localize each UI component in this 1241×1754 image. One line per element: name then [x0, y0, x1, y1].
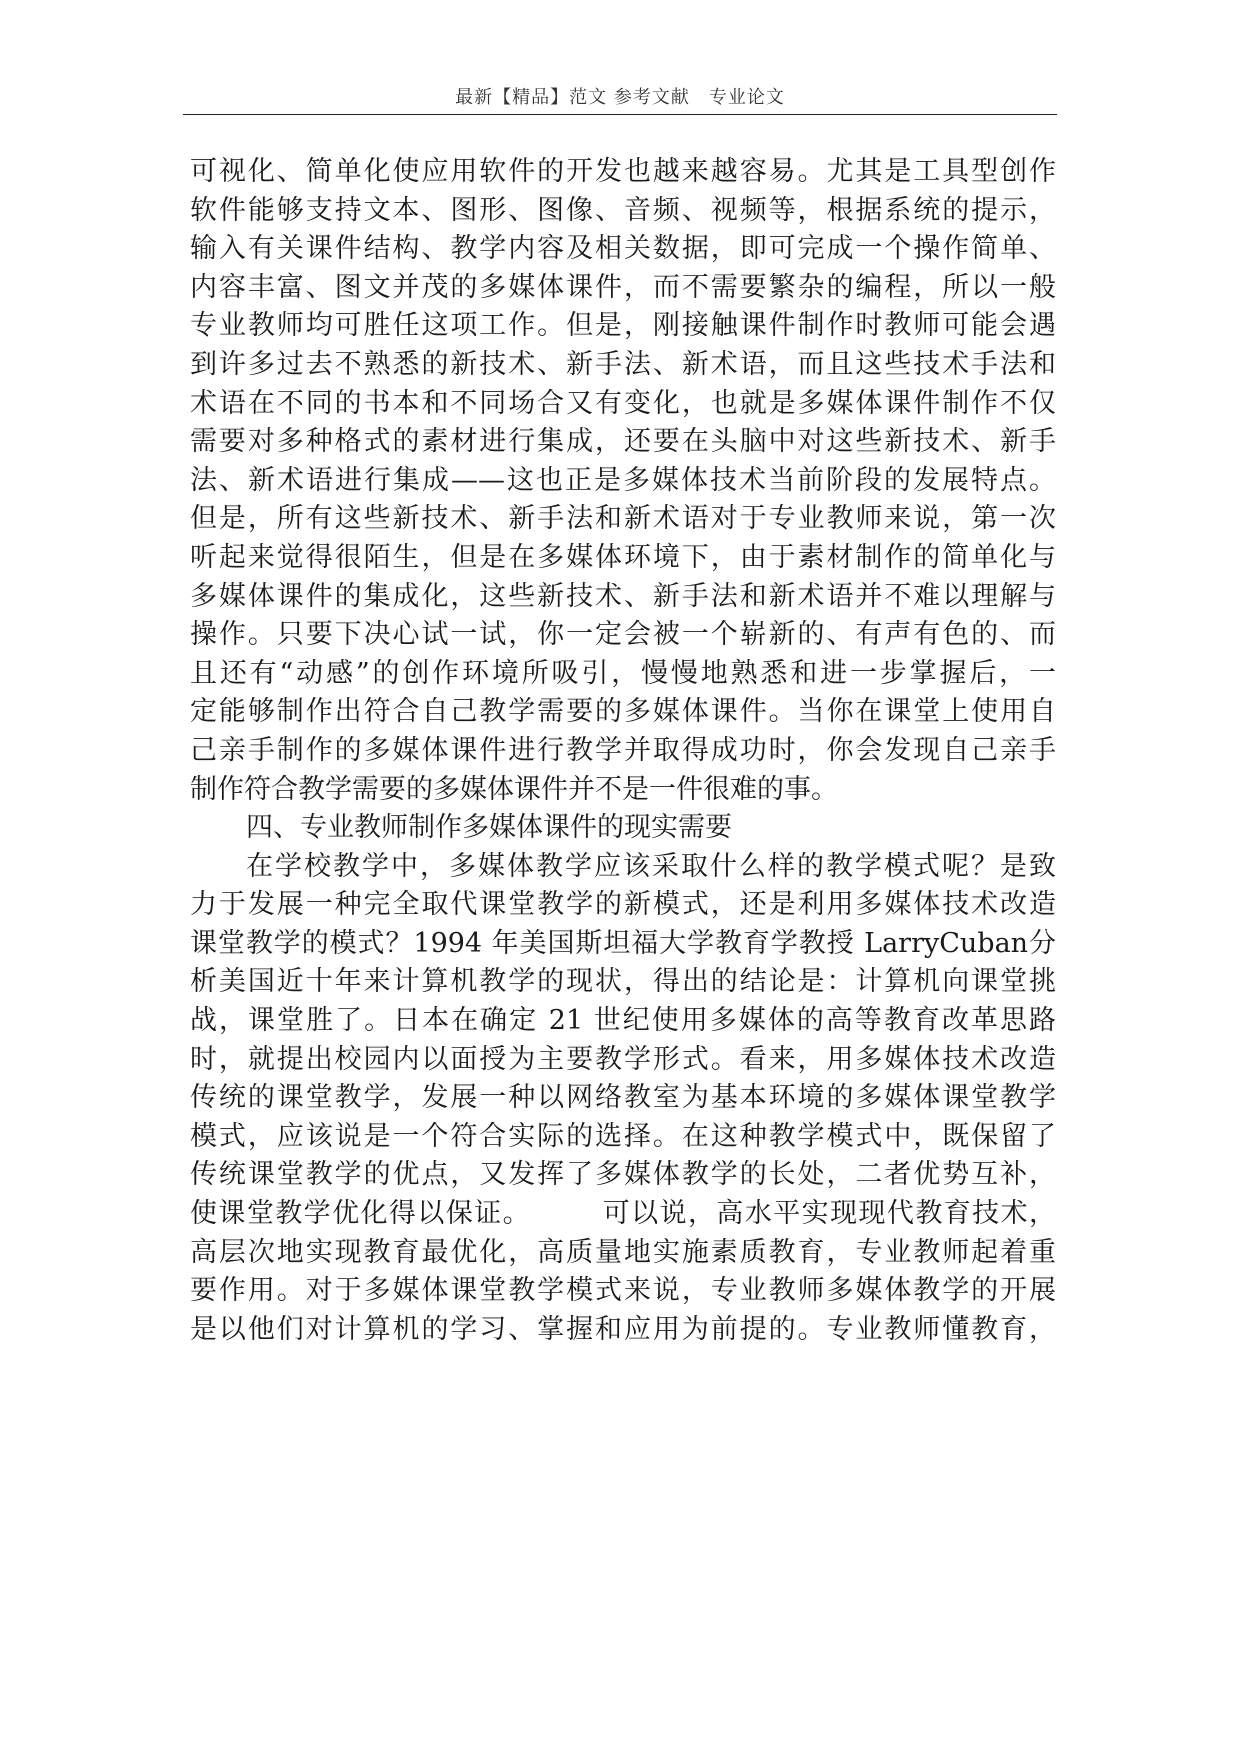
section-heading: 四、专业教师制作多媒体课件的现实需要	[246, 812, 732, 844]
text-line: 模式，应该说是一个符合实际的选择。在这种教学模式中，既保留了	[190, 1120, 1056, 1152]
text-line: 法、新术语进行集成——这也正是多媒体技术当前阶段的发展特点。	[190, 464, 1056, 496]
text-line: 术语在不同的书本和不同场合又有变化，也就是多媒体课件制作不仅	[190, 387, 1056, 419]
text-line: 多媒体课件的集成化，这些新技术、新手法和新术语并不难以理解与	[190, 580, 1056, 612]
text-line: 定能够制作出符合自己教学需要的多媒体课件。当你在课堂上使用自	[190, 696, 1056, 728]
text-line: 高层次地实现教育最优化，高质量地实施素质教育，专业教师起着重	[190, 1236, 1056, 1268]
text-line: 听起来觉得很陌生，但是在多媒体环境下，由于素材制作的简单化与	[190, 541, 1056, 573]
text-line: 使课堂教学优化得以保证。 可以说，高水平实现现代教育技术，	[190, 1198, 1056, 1230]
header-divider	[183, 114, 1057, 115]
page-header: 最新【精品】范文 参考文献 专业论文	[455, 87, 785, 108]
text-line: 己亲手制作的多媒体课件进行教学并取得成功时，你会发现自己亲手	[190, 734, 1056, 766]
text-line: 可视化、简单化使应用软件的开发也越来越容易。尤其是工具型创作	[190, 156, 1056, 187]
text-line: 需要对多种格式的素材进行集成，还要在头脑中对这些新技术、新手	[190, 426, 1056, 458]
text-line: 制作符合教学需要的多媒体课件并不是一件很难的事。	[190, 773, 838, 805]
text-line: 是以他们对计算机的学习、掌握和应用为前提的。专业教师懂教育，	[190, 1313, 1056, 1345]
text-line: 且还有“动感”的创作环境所吸引，慢慢地熟悉和进一步掌握后，一	[190, 657, 1056, 689]
text-line: 析美国近十年来计算机教学的现状，得出的结论是：计算机向课堂挑	[190, 966, 1056, 998]
text-line: 在学校教学中，多媒体教学应该采取什么样的教学模式呢？是致	[246, 850, 1056, 882]
text-line: 专业教师均可胜任这项工作。但是，刚接触课件制作时教师可能会遇	[190, 310, 1056, 342]
text-line: 到许多过去不熟悉的新技术、新手法、新术语，而且这些技术手法和	[190, 348, 1056, 380]
text-line: 时，就提出校园内以面授为主要教学形式。看来，用多媒体技术改造	[190, 1043, 1056, 1075]
text-line: 传统课堂教学的优点，又发挥了多媒体教学的长处，二者优势互补，	[190, 1159, 1056, 1191]
text-line: 课堂教学的模式？1994 年美国斯坦福大学教育学教授 LarryCuban分	[190, 927, 1056, 959]
text-line: 操作。只要下决心试一试，你一定会被一个崭新的、有声有色的、而	[190, 619, 1056, 651]
text-line: 但是，所有这些新技术、新手法和新术语对于专业教师来说，第一次	[190, 503, 1056, 535]
text-line: 战，课堂胜了。日本在确定 21 世纪使用多媒体的高等教育改革思路	[190, 1005, 1056, 1037]
body-text	[190, 153, 1056, 1349]
text-line: 要作用。对于多媒体课堂教学模式来说，专业教师多媒体教学的开展	[190, 1275, 1056, 1307]
text-line: 软件能够支持文本、图形、图像、音频、视频等，根据系统的提示，	[190, 194, 1056, 226]
text-line: 内容丰富、图文并茂的多媒体课件，而不需要繁杂的编程，所以一般	[190, 271, 1056, 303]
text-line: 力于发展一种完全取代课堂教学的新模式，还是利用多媒体技术改造	[190, 889, 1056, 921]
text-line: 输入有关课件结构、教学内容及相关数据，即可完成一个操作简单、	[190, 233, 1056, 265]
text-line: 传统的课堂教学，发展一种以网络教室为基本环境的多媒体课堂教学	[190, 1082, 1056, 1114]
